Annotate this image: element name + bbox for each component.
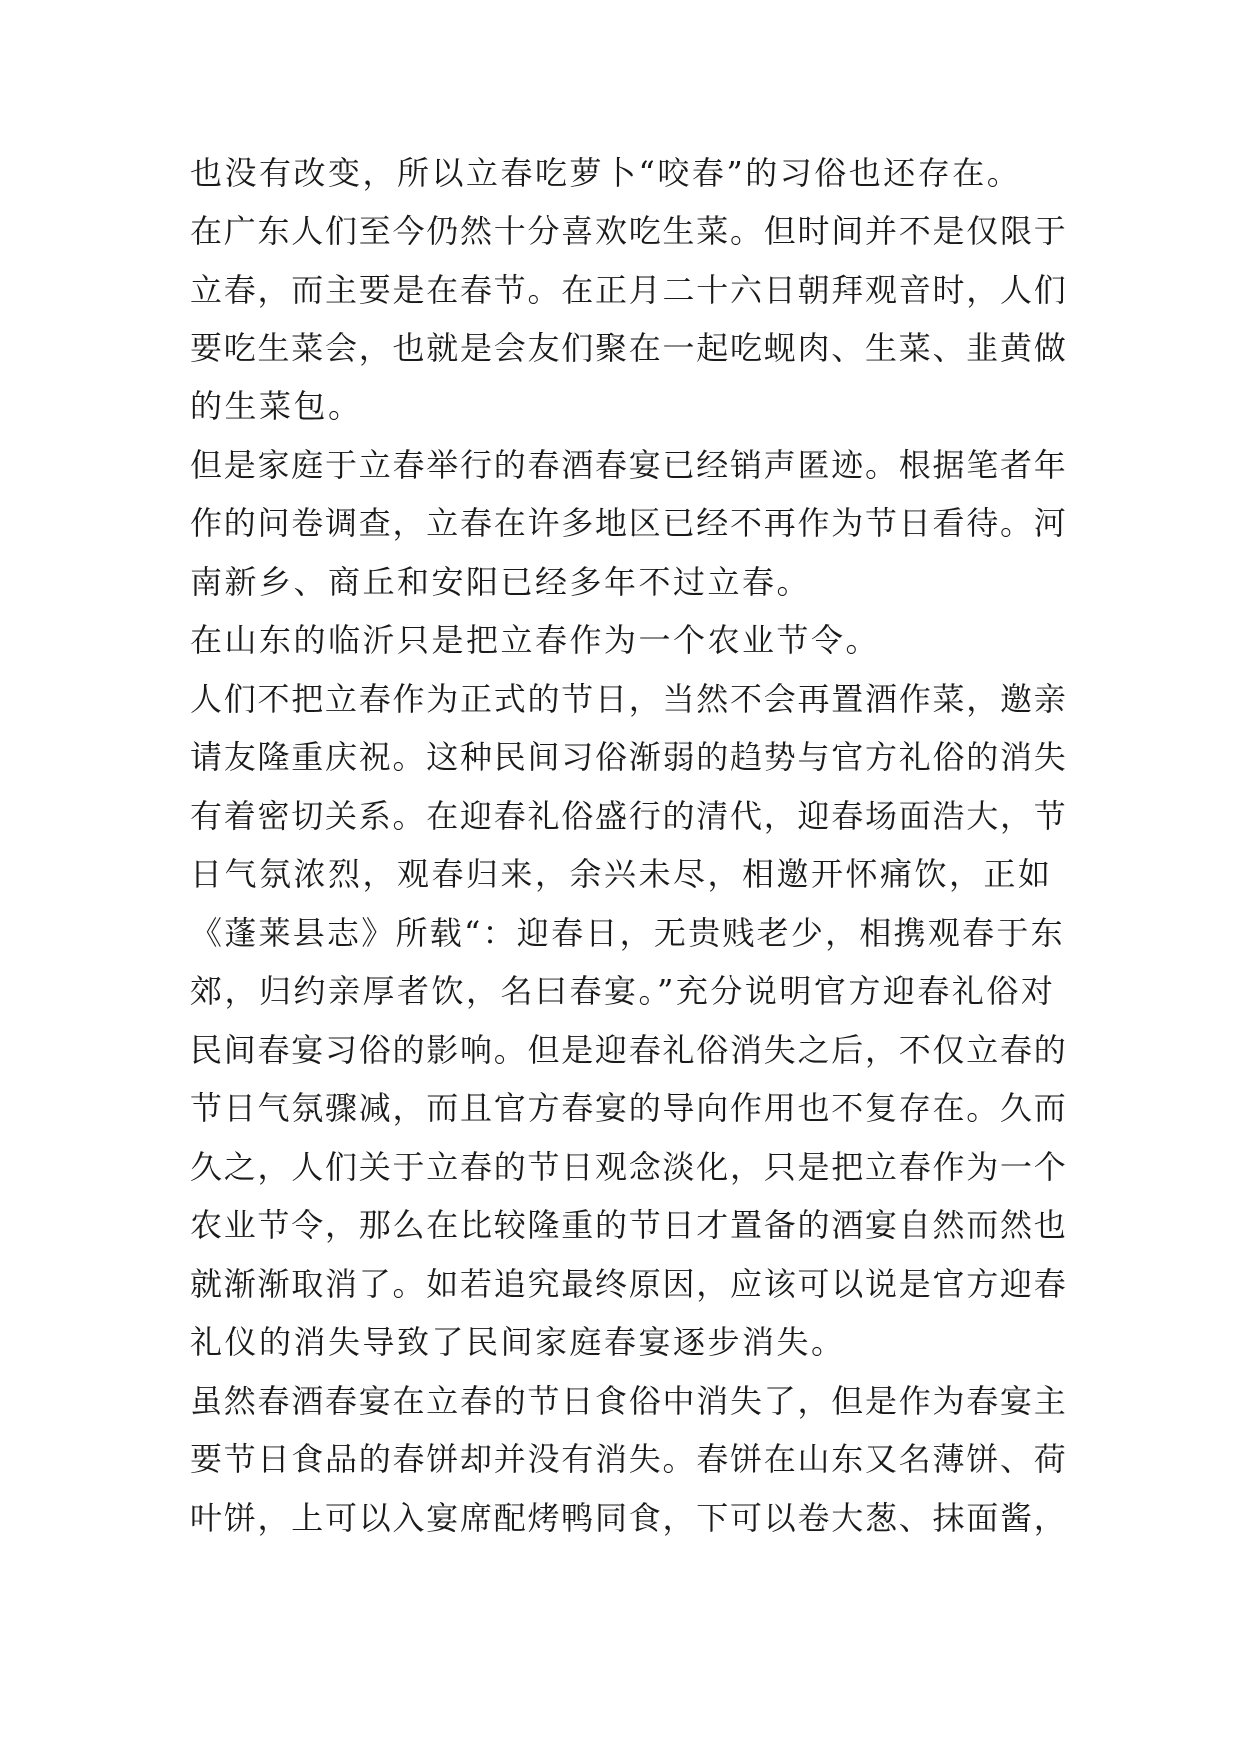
text-line: 作的问卷调查，立春在许多地区已经不再作为节日看待。河 <box>190 504 1068 542</box>
text-line: 也没有改变，所以立春吃萝卜“咬春”的习俗也还存在。 <box>190 154 1022 192</box>
text-line: 立春，而主要是在春节。在正月二十六日朝拜观音时，人们 <box>190 271 1068 309</box>
text-line: 的生菜包。 <box>190 387 363 425</box>
text-line: 礼仪的消失导致了民间家庭春宴逐步消失。 <box>190 1323 846 1361</box>
text-line: 虽然春酒春宴在立春的节日食俗中消失了，但是作为春宴主 <box>190 1382 1068 1420</box>
text-line: 久之，人们关于立春的节日观念淡化，只是把立春作为一个 <box>190 1148 1068 1186</box>
text-line: 要吃生菜会，也就是会友们聚在一起吃蚬肉、生菜、韭黄做 <box>190 329 1068 367</box>
text-line: 就渐渐取消了。如若追究最终原因，应该可以说是官方迎春 <box>190 1265 1068 1303</box>
text-line: 在广东人们至今仍然十分喜欢吃生菜。但时间并不是仅限于 <box>190 212 1068 250</box>
text-line: 要节日食品的春饼却并没有消失。春饼在山东又名薄饼、荷 <box>190 1440 1068 1478</box>
text-line: 日气氛浓烈，观春归来，余兴未尽，相邀开怀痛饮，正如 <box>190 855 1053 893</box>
text-line: 请友隆重庆祝。这种民间习俗渐弱的趋势与官方礼俗的消失 <box>190 738 1068 776</box>
text-line: 但是家庭于立春举行的春酒春宴已经销声匿迹。根据笔者年 <box>190 446 1068 484</box>
text-line: 南新乡、商丘和安阳已经多年不过立春。 <box>190 563 812 601</box>
text-line: 农业节令，那么在比较隆重的节日才置备的酒宴自然而然也 <box>190 1206 1068 1244</box>
text-line: 在山东的临沂只是把立春作为一个农业节令。 <box>190 621 881 659</box>
text-line: 叶饼，上可以入宴席配烤鸭同食，下可以卷大葱、抹面酱， <box>190 1499 1068 1537</box>
text-line: 民间春宴习俗的影响。但是迎春礼俗消失之后，不仅立春的 <box>190 1031 1068 1069</box>
text-line: 节日气氛骤减，而且官方春宴的导向作用也不复存在。久而 <box>190 1089 1068 1127</box>
text-line: 人们不把立春作为正式的节日，当然不会再置酒作菜，邀亲 <box>190 680 1068 718</box>
text-line: 《蓬莱县志》所载“：迎春日，无贵贱老少，相携观春于东 <box>190 914 1065 952</box>
text-line: 有着密切关系。在迎春礼俗盛行的清代，迎春场面浩大，节 <box>190 797 1068 835</box>
text-line: 郊，归约亲厚者饮，名曰春宴。”充分说明官方迎春礼俗对 <box>190 972 1056 1010</box>
